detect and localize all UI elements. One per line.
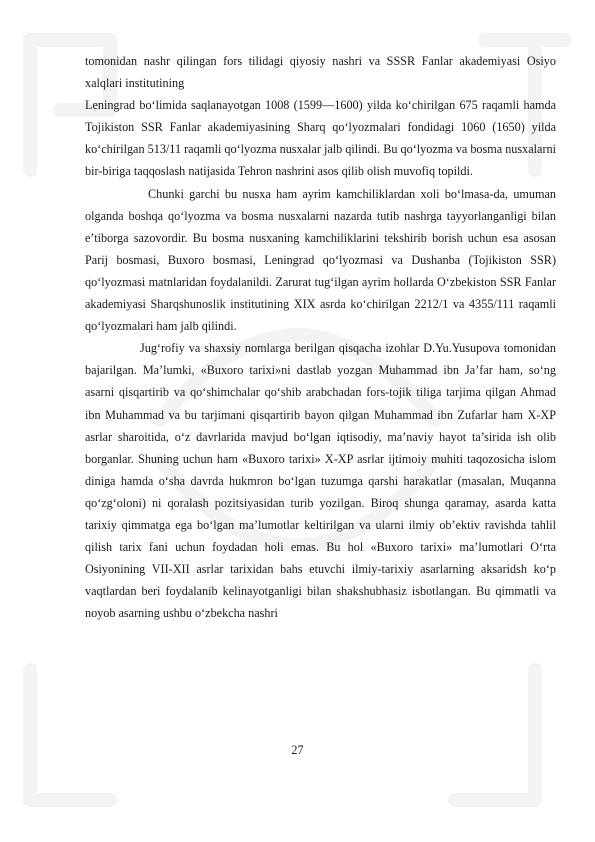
- paragraph-3: Chunki garchi bu nusxa ham ayrim kamchiliklardan xoli bo‘lmasa-da, umuman olganda boshqa qo‘lyozma va bosma nusxalarni nazarda tutib nashrga tayyorlanganligi bilan e’tiborga sazovordir. Bu bosma nusxaning kamchiliklarini tekshirib borish uchun esa asosan Parij bosmasi, Buxoro bosmasi, Leningrad qo‘lyozmasi va Dushanba (Tojikiston SSR) qo‘lyozmasi matnlaridan foydalanildi. Zarurat tug‘ilgan ayrim hollarda O‘zbekiston SSR Fanlar akademiyasi Sharqshunoslik institutining XIX asrda ko‘chirilgan 2212/1 va 4355/111 raqamli qo‘lyozmalari ham jalb qilindi.: [85, 186, 556, 334]
- document-body: [85, 50, 556, 624]
- paragraph-4: Jug‘rofiy va shaxsiy nomlarga berilgan qisqacha izohlar D.Yu.Yusupova tomonidan bajarilgan. Ma’lumki, «Buxoro tarixi»ni dastlab yozgan Muhammad ibn Ja’far ham, so‘ng asarni qisqartirib va qo‘shimchalar qo‘shib arabchadan fors-tojik tiliga tarjima qilgan Ahmad ibn Muhammad va bu tarjimani qisqartirib bayon qilgan Muhammad ibn Zufarlar ham X-XP asrlar sharoitida, o‘z davrlarida mavjud bo‘lgan iqtisodiy, ma’naviy hayot ta’sirida ish olib borganlar. Shuning uchun ham «Buxoro tarixi» X-XP asrlar ijtimoiy muhiti taqozosicha islom diniga hamda o‘sha davrda hukmron bo‘lgan tuzumga qarshi harakatlar (masalan, Muqanna qo‘zg‘oloni) ni qoralash pozitsiyasidan turib yozilgan. Biroq shunga qaramay, asarda katta tarixiy qimmatga ega bo‘lgan ma’lumotlar keltirilgan va ularni ilmiy ob’ektiv ravishda tahlil qilish tarix fani uchun foydadan holi emas. Bu hol «Buxoro tarixi» ma’lumotlari O‘rta Osiyonining VII-XII asrlar tarixidan bahs etuvchi ilmiy-tarixiy asarlarning aksaridsh ko‘p vaqtlardan beri foydalanib kelinayotganligi bilan shakshubhasiz isbotlangan. Bu qimmatli va noyob asarning ushbu o‘zbekcha nashri: [85, 341, 556, 621]
- page-number: 27: [291, 743, 304, 757]
- paragraph-1: tomonidan nashr qilingan fors tilidagi qiyosiy nashri va SSSR Fanlar akademiyasi Osiyo xalqlari institutining: [85, 54, 556, 91]
- paragraph-2: Leningrad bo‘limida saqlanayotgan 1008 (1599—1600) yilda ko‘chirilgan 675 raqamli hamda Tojikiston SSR Fanlar akademiyasining Sharq qo‘lyozmalari fondidagi 1060 (1650) yilda ko‘chirilgan 513/11 raqamli qo‘lyozma nusxalar jalb qilindi. Bu qo‘lyozma va bosma nusxalarni bir-biriga taqqoslash natijasida Tehron nashrini asos qilib olish muvofiq topildi.: [85, 98, 556, 179]
